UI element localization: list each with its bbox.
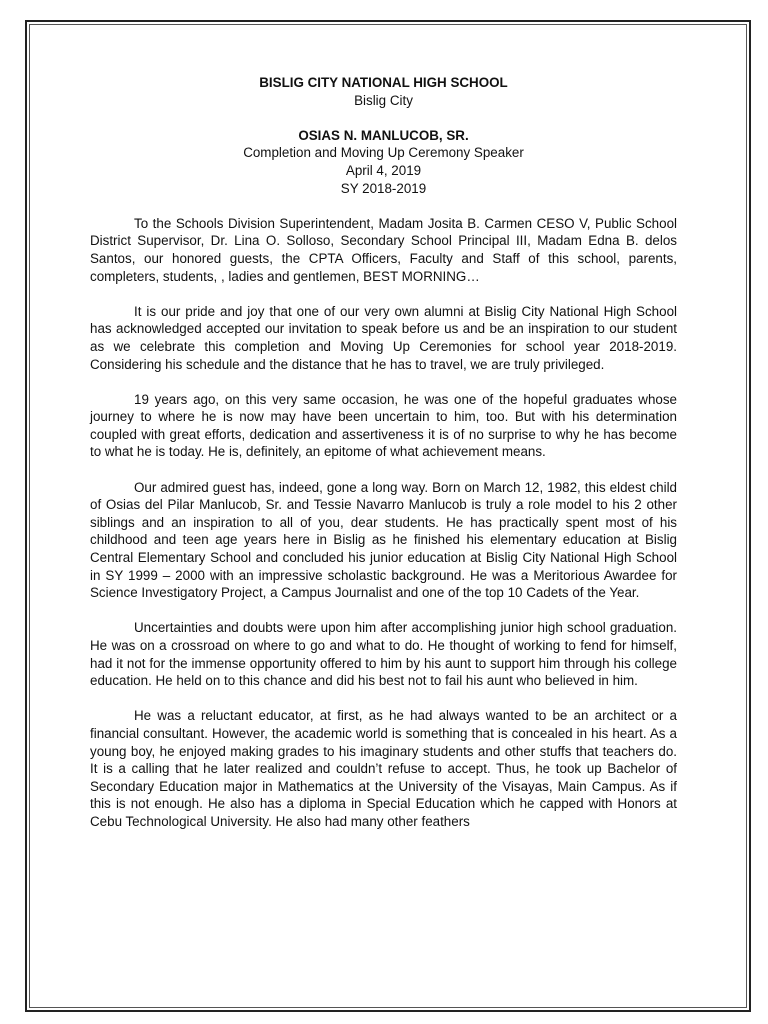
paragraph-history: 19 years ago, on this very same occasion, he was one of the hopeful graduates whose journey to where he is now may have been uncertain to him, too. But with his determination coupled with great efforts, dedication and assertiveness it is of no surprise to why he has become to what he is today. He is, definitely, an epitome of what achievement means. xyxy=(90,391,677,460)
paragraph-introduction: It is our pride and joy that one of our very own alumni at Bislig City National High School has acknowledged accepted our invitation to speak before us and be an inspiration to our student as we celebrate this completion and Moving Up Ceremonies for school year 2018-2019. Considering his schedule and the distance that he has to travel, we are truly privileged. xyxy=(90,303,677,372)
speaker-role: Completion and Moving Up Ceremony Speaker xyxy=(243,145,524,161)
paragraph-uncertainties: Uncertainties and doubts were upon him after accomplishing junior high school graduation. He was on a crossroad on where to go and what to do. He thought of working to fend for himself, had it not for the immense opportunity offered to him by his aunt to support him through his college education. He held on to this chance and did his best not to fail his aunt who believed in him. xyxy=(90,620,677,689)
document-body xyxy=(90,74,677,848)
paragraph-career: He was a reluctant educator, at first, as he had always wanted to be an architect or a financial consultant. However, the academic world is something that is concealed in his heart. As a young boy, he enjoyed making grades to his imaginary students and other stuffs that teachers do. It is a calling that he later realized and couldn’t refuse to accept. Thus, he took up Bachelor of Secondary Education major in Mathematics at the University of the Visayas, Main Campus. As if this is not enough. He also has a diploma in Special Education which he capped with Honors at Cebu Technological University. He also had many other feathers xyxy=(90,708,677,829)
school-city: Bislig City xyxy=(354,92,413,108)
paragraph-greeting: To the Schools Division Superintendent, Madam Josita B. Carmen CESO V, Public School District Supervisor, Dr. Lina O. Solloso, Secondary School Principal III, Madam Edna B. delos Santos, our honored guests, the CPTA Officers, Faculty and Staff of this school, parents, completers, students, , ladies and gentlemen, BEST MORNING… xyxy=(90,215,677,284)
ceremony-date: April 4, 2019 xyxy=(345,162,422,178)
school-header xyxy=(90,74,677,109)
school-year: SY 2018-2019 xyxy=(340,180,427,196)
speaker-name: OSIAS N. MANLUCOB, SR. xyxy=(298,127,469,143)
school-name: BISLIG CITY NATIONAL HIGH SCHOOL xyxy=(259,75,508,90)
speaker-header xyxy=(90,127,677,197)
paragraph-background: Our admired guest has, indeed, gone a long way. Born on March 12, 1982, this eldest child of Osias del Pilar Manlucob, Sr. and Tessie Navarro Manlucob is truly a role model to his 2 other siblings and an inspiration to all of you, dear students. He has practically spent most of his childhood and teen age years here in Bislig as he finished his elementary education at Bislig Central Elementary School and concluded his junior education at Bislig City National High School in SY 1999 – 2000 with an impressive scholastic background. He was a Meritorious Awardee for Science Investigatory Project, a Campus Journalist and one of the top 10 Cadets of the Year. xyxy=(90,479,677,601)
